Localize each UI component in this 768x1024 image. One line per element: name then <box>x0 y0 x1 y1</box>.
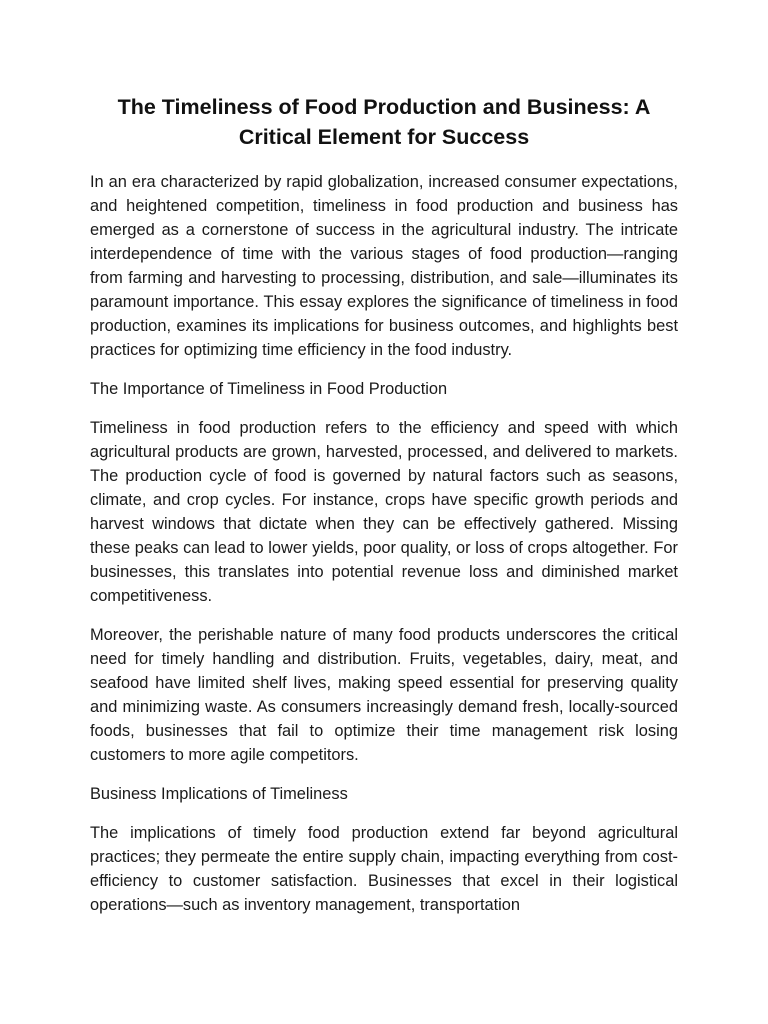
body-paragraph: Moreover, the perishable nature of many food products underscores the critical need for timely handling and distribution. Fruits, vegetables, dairy, meat, and seafood have limited shelf lives, making speed essential for preserving quality and minimizing waste. As consumers increasingly demand fresh, locally-sourced foods, businesses that fail to optimize their time management risk losing customers to more agile competitors. <box>90 626 678 764</box>
document-page <box>90 92 678 932</box>
intro-paragraph: In an era characterized by rapid globalization, increased consumer expectations, and heightened competition, timeliness in food production and business has emerged as a cornerstone of success in the agricultural industry. The intricate interdependence of time with the various stages of food production—ranging from farming and harvesting to processing, distribution, and sale—illuminates its paramount importance. This essay explores the significance of timeliness in food production, examines its implications for business outcomes, and highlights best practices for optimizing time efficiency in the food industry. <box>90 173 678 359</box>
section-heading-importance: The Importance of Timeliness in Food Production <box>90 380 448 398</box>
document-title: The Timeliness of Food Production and Business: A Critical Element for Success <box>117 95 651 149</box>
body-paragraph: Timeliness in food production refers to the efficiency and speed with which agricultural products are grown, harvested, processed, and delivered to markets. The production cycle of food is governed by natural factors such as seasons, climate, and crop cycles. For instance, crops have specific growth periods and harvest windows that dictate when they can be effectively gathered. Missing these peaks can lead to lower yields, poor quality, or loss of crops altogether. For businesses, this translates into potential revenue loss and diminished market competitiveness. <box>90 419 678 605</box>
section-heading-business-implications: Business Implications of Timeliness <box>90 785 348 803</box>
body-paragraph: The implications of timely food production extend far beyond agricultural practices; they permeate the entire supply chain, impacting everything from cost-efficiency to customer satisfaction. Businesses that excel in their logistical operations—such as inventory management, transportation <box>90 824 678 914</box>
